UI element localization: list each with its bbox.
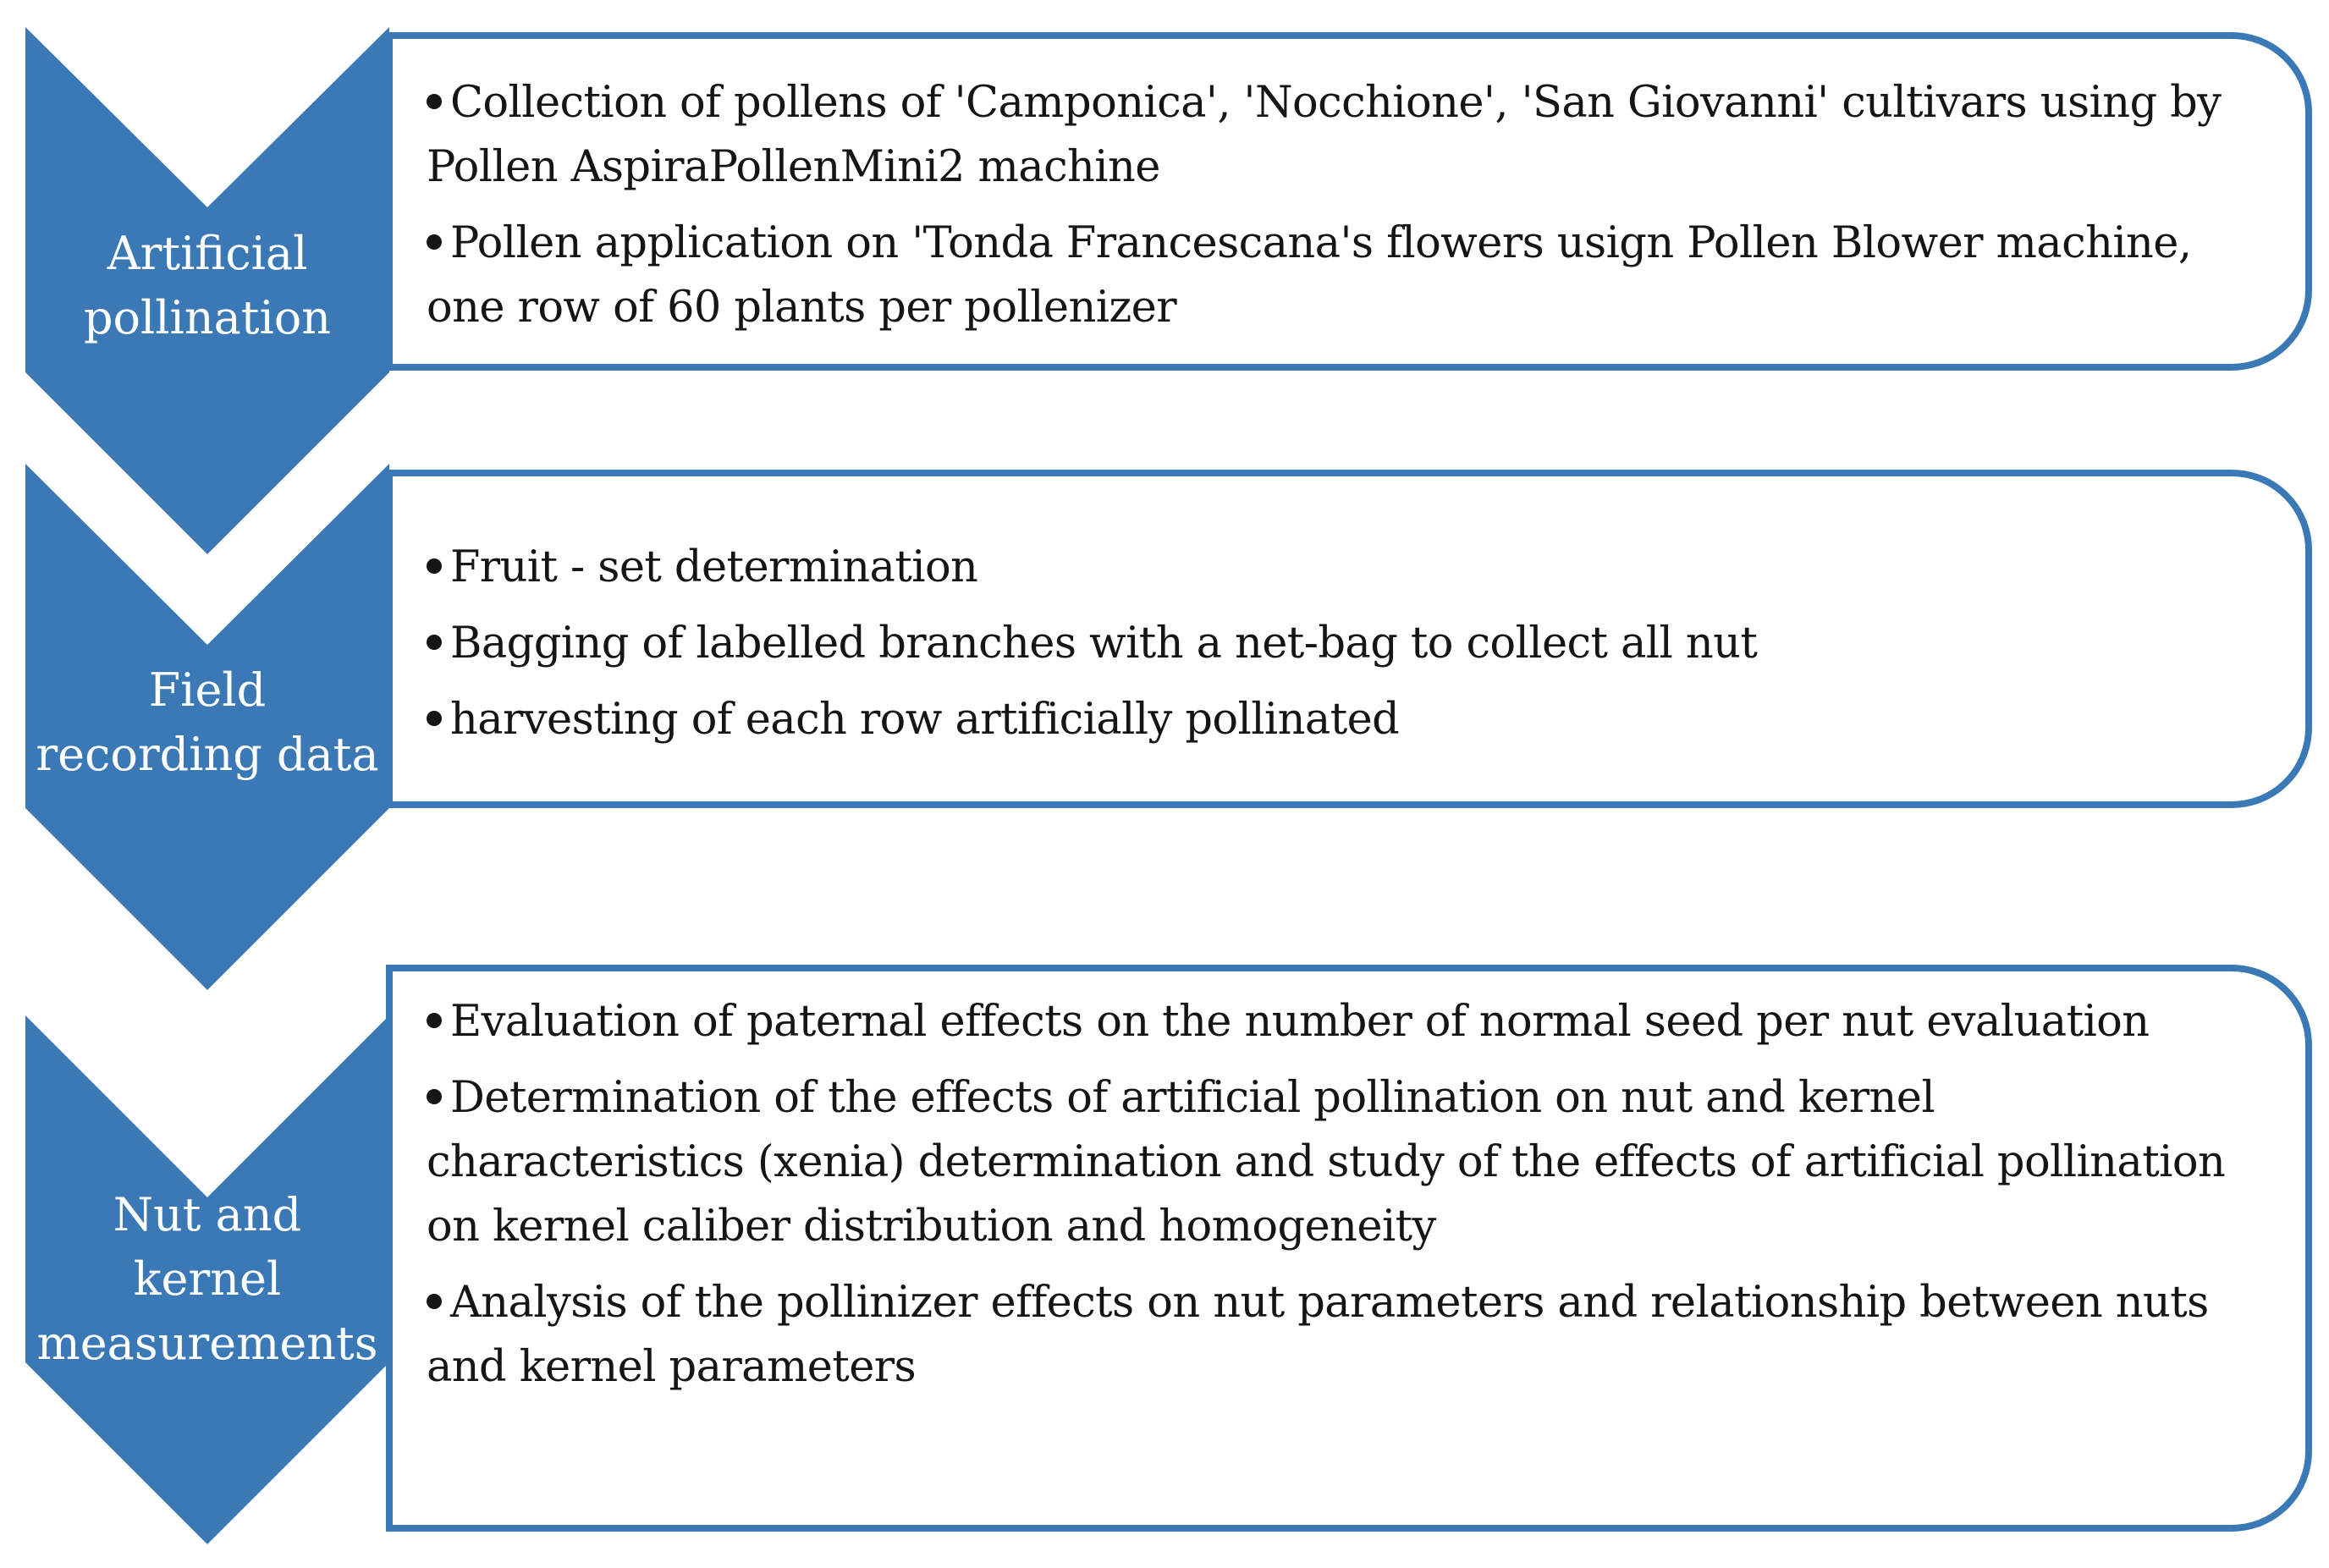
- bullet-item: [427, 1271, 2255, 1400]
- stage-label-nut-kernel: Nut and kernel measurements: [36, 1188, 378, 1370]
- bullet-text: Pollen application on 'Tonda Francescana's flowers usign Pollen Blower machine, one row of 60 plants per pollenizer: [427, 218, 2192, 333]
- bullet-text: harvesting of each row artificially pollinated: [450, 695, 1400, 745]
- bullet-item: [427, 990, 2255, 1054]
- bullet-text: Analysis of the pollinizer effects on nut parameters and relationship between nuts and kernel parameters: [427, 1278, 2209, 1392]
- bullet-item: [427, 71, 2255, 200]
- bullet-text: Determination of the effects of artificial pollination on nut and kernel characteristics (xenia) determination and study of the effects of artificial pollination on kernel caliber distribution and homogeneity: [427, 1073, 2226, 1252]
- bullet-dot-icon: [427, 1089, 442, 1104]
- bullet-item: [427, 688, 2255, 752]
- bullet-item: [427, 212, 2255, 340]
- bullet-dot-icon: [427, 558, 442, 574]
- bullet-dot-icon: [427, 94, 442, 109]
- bullet-text: Fruit - set determination: [450, 542, 978, 592]
- bullet-dot-icon: [427, 635, 442, 650]
- panel-field-recording: [386, 470, 2312, 808]
- bullet-text: Collection of pollens of 'Camponica', 'Nocchione', 'San Giovanni' cultivars using by Pollen AspiraPollenMini2 machine: [427, 78, 2222, 192]
- panel-nut-kernel: [386, 965, 2312, 1532]
- panel-artificial-pollination: [386, 32, 2312, 371]
- bullet-dot-icon: [427, 234, 442, 250]
- bullet-item: [427, 536, 2255, 600]
- stage-label-artificial-pollination: Artificial pollination: [83, 227, 332, 344]
- bullet-dot-icon: [427, 1294, 442, 1309]
- bullet-dot-icon: [427, 1013, 442, 1028]
- bullet-text: Evaluation of paternal effects on the number of normal seed per nut evaluation: [450, 997, 2150, 1047]
- bullet-item: [427, 1066, 2255, 1259]
- bullet-dot-icon: [427, 711, 442, 726]
- bullet-text: Bagging of labelled branches with a net-bag to collect all nut: [450, 619, 1758, 668]
- bullet-item: [427, 612, 2255, 676]
- stage-label-field-recording: Field recording data: [36, 663, 379, 781]
